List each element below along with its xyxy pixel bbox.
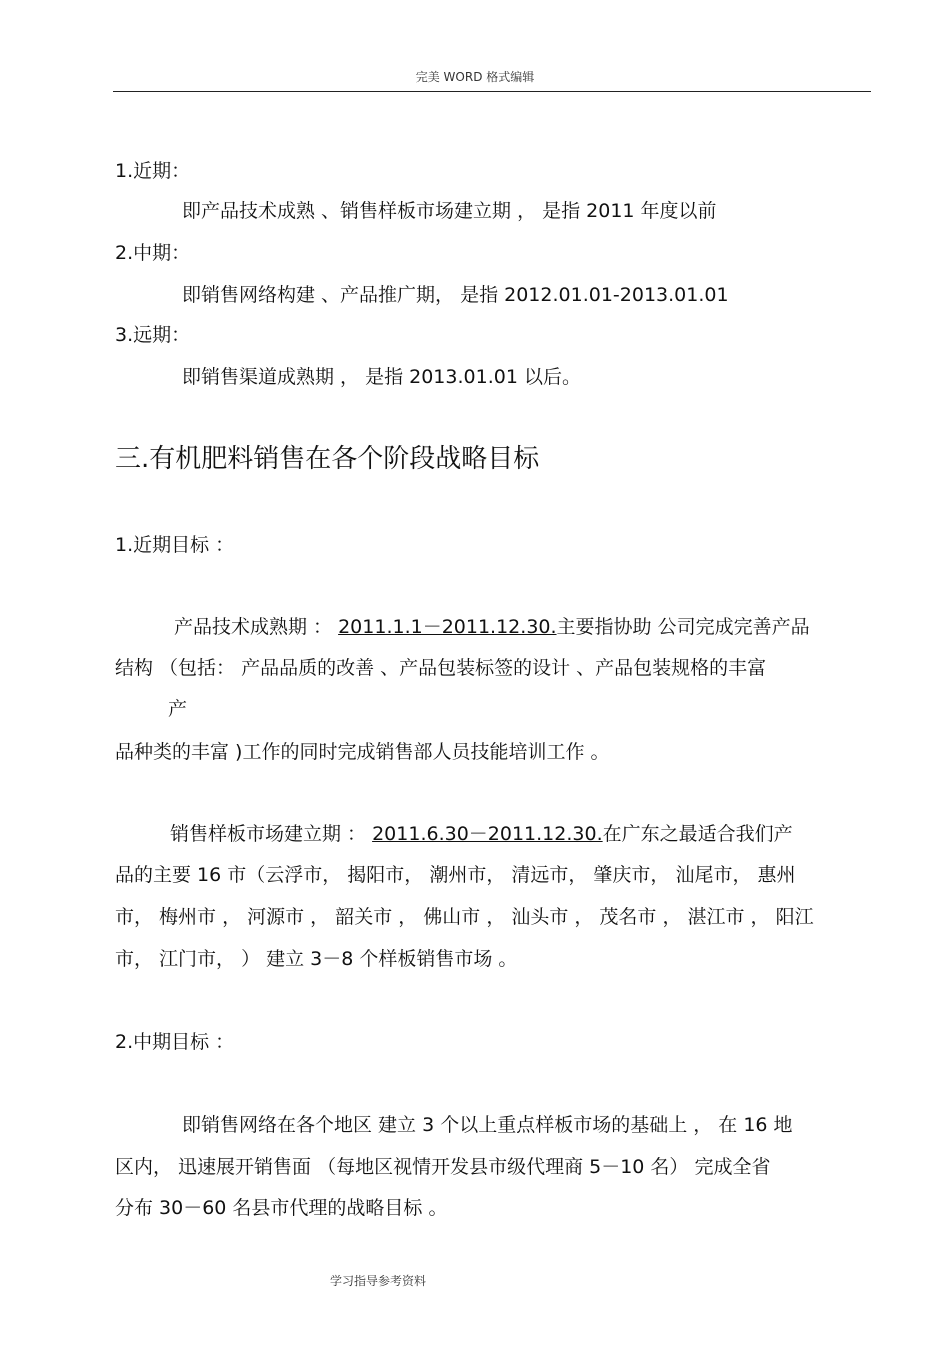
short-term-p1-line1 [174,615,810,639]
period-desc-far: 即销售渠道成熟期 ， 是指 2013.01.01 以后。 [182,366,581,388]
page-header-title: 完美 WORD 格式编辑 [415,70,535,84]
short-term-p2-line4: 市， 江门市， ） 建立 3－8 个样板销售市场 。 [115,948,518,970]
mid-term-title: 2.中期目标 ： [115,1031,235,1053]
p2-lead: 销售样板市场建立期 ： [170,823,373,845]
short-term-p2-line3: 市， 梅州市 ， 河源市 ， 韶关市 ， 佛山市 ， 汕头市 ， 茂名市 ， 湛江市 ， 阳江 [115,906,814,928]
short-term-p1-line2: 结构 （包括： 产品品质的改善 、产品包装标签的设计 、产品包装规格的丰富 [115,657,767,679]
p2-date: 2011.6.30－2011.12.30. [372,823,603,845]
header-divider [113,91,871,92]
short-term-p1-line3: 产 [168,698,188,720]
period-label-far: 3.远期： [115,324,191,346]
period-label-near: 1.近期： [115,160,191,182]
page-footer-text: 学习指导参考资料 [330,1274,427,1288]
short-term-title: 1.近期目标 ： [115,534,235,556]
period-desc-near: 即产品技术成熟 、销售样板市场建立期 ， 是指 2011 年度以前 [182,200,717,222]
period-desc-mid: 即销售网络构建 、产品推广期， 是指 2012.01.01-2013.01.01 [182,284,729,306]
p1-line1-rest: 主要指协助 公司完成完善产品 [556,616,810,638]
short-term-p1-line4: 品种类的丰富 )工作的同时完成销售部人员技能培训工作 。 [115,741,610,763]
p2-line1-rest: 在广东之最适合我们产 [602,823,793,845]
mid-term-line1: 即销售网络在各个地区 建立 3 个以上重点样板市场的基础上 ， 在 16 地 [182,1114,793,1136]
period-label-mid: 2.中期： [115,242,191,264]
section-heading: 三.有机肥料销售在各个阶段战略目标 [115,444,540,474]
p1-date: 2011.1.1－2011.12.30. [338,616,557,638]
p1-lead: 产品技术成熟期 ： [174,616,339,638]
short-term-p2-line2: 品的主要 16 市（云浮市， 揭阳市， 潮州市， 清远市， 肇庆市， 汕尾市， 惠州 [115,864,796,886]
mid-term-line3: 分布 30－60 名县市代理的战略目标 。 [115,1197,448,1219]
short-term-p2-line1 [170,822,793,846]
mid-term-line2: 区内， 迅速展开销售面 （每地区视情开发县市级代理商 5－10 名） 完成全省 [115,1156,771,1178]
